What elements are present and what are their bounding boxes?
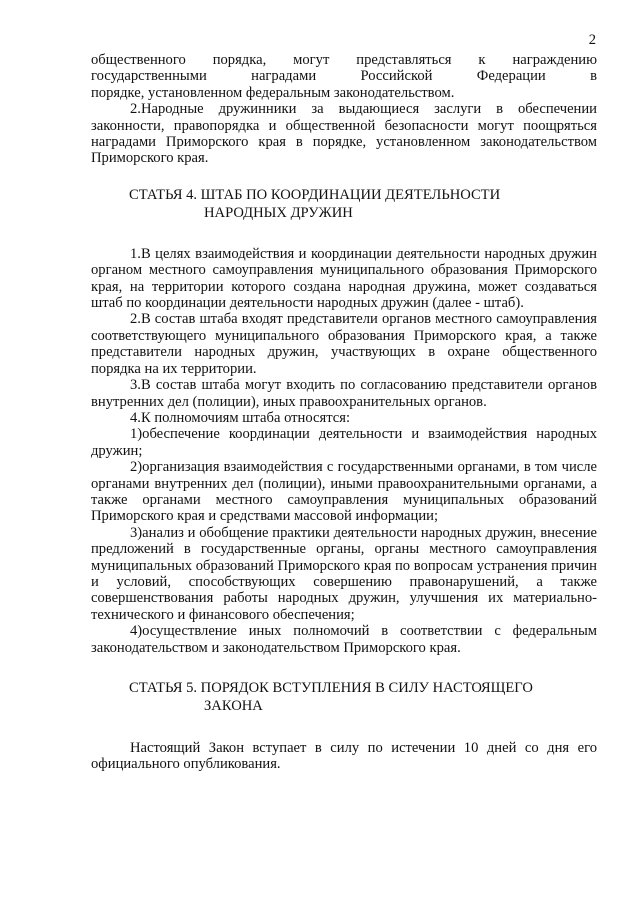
article4-subitem-1: 1)обеспечение координации деятельности и взаимодействия народных дружин; [91, 426, 597, 459]
page-number: 2 [588, 32, 596, 48]
article5-paragraph: Настоящий Закон вступает в силу по истечении 10 дней со дня его официального опубликования. [91, 740, 597, 773]
article4-subitem-4: 4)осуществление иных полномочий в соответствии с федеральным законодательством и законодательством Приморского края. [91, 623, 597, 656]
article5-heading [91, 679, 597, 715]
article4-heading-line2: НАРОДНЫХ ДРУЖИН [204, 204, 353, 221]
article4-heading [91, 186, 597, 222]
article4-subitem-3: 3)анализ и обобщение практики деятельности народных дружин, внесение предложений в государственные органы, органы местного самоуправления муниципальных образований Приморского края по вопросам устранения причин и условий, способствующих совершению правонарушений, а также совершенствования работы народных дружин, улучшения их материально-технического и финансового обеспечения; [91, 524, 597, 623]
top-fragment-tail: порядке, установленном федеральным законодательством. [91, 84, 455, 101]
document-body [91, 52, 597, 773]
top-fragment-lead-line: общественного порядка, могут представляться к награждению государственными наградами Российской Федерации в [91, 52, 597, 85]
article4-paragraph-1: 1.В целях взаимодействия и координации деятельности народных дружин органом местного самоуправления муниципального образования Приморского края, на территории которого создана народная дружина, может создаваться штаб по координации деятельности народных дружин (далее - штаб). [91, 245, 597, 312]
article4-heading-line1: СТАТЬЯ 4. ШТАБ ПО КООРДИНАЦИИ ДЕЯТЕЛЬНОСТИ [129, 186, 501, 203]
article5-heading-line2: ЗАКОНА [204, 698, 263, 714]
article4-subitem-2: 2)организация взаимодействия с государственными органами, в том числе органами внутренних дел (полиции), иными правоохранительными органами, а также органами местного самоуправления муниципальных образований Приморского края и средствами массовой информации; [91, 459, 597, 525]
article5-heading-line1: СТАТЬЯ 5. ПОРЯДОК ВСТУПЛЕНИЯ В СИЛУ НАСТОЯЩЕГО [129, 680, 533, 696]
article3-item2: 2.Народные дружинники за выдающиеся заслуги в обеспечении законности, правопорядка и общественной безопасности могут поощряться наградами Приморского края в порядке, установленном законодательством Приморского края. [91, 101, 597, 167]
article4-paragraph-2: 2.В состав штаба входят представители органов местного самоуправления соответствующего муниципального образования Приморского края, а также представители народных дружин, участвующих в охране общественного порядка на их территории. [91, 311, 597, 377]
article4-paragraph-3: 3.В состав штаба могут входить по согласованию представители органов внутренних дел (полиции), иных правоохранительных органов. [91, 377, 597, 410]
article4-paragraph-4: 4.К полномочиям штаба относятся: [130, 409, 351, 426]
